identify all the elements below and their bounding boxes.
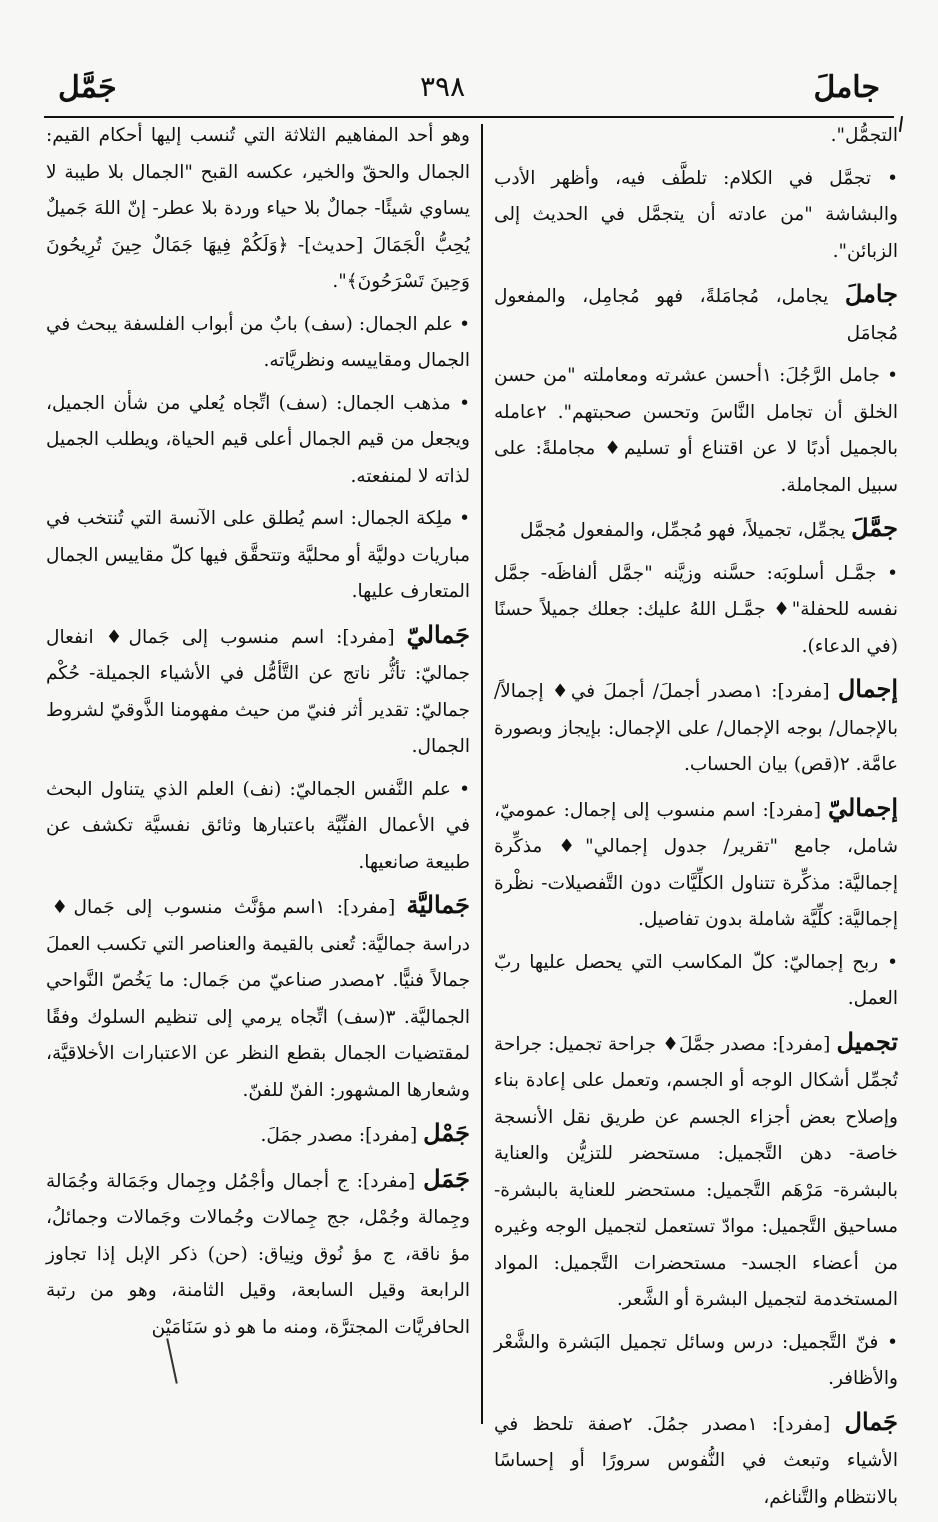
entry-text: • ربح إجماليّ: كلّ المكاسب التي يحصل عليها ربّ العمل. <box>494 951 898 1009</box>
entry-paragraph <box>494 1404 898 1517</box>
headword: جَمْل <box>423 1118 470 1147</box>
entry-text: وهو أحد المفاهيم الثلاثة التي تُنسب إليها أحكام القيم: الجمال والحقّ والخير، عكسه القبح "الجمال بلا طيبة لا يساوي شيئًا- جمالٌ بلا حياء وردة بلا عطر- إنّ اللهَ جَميلٌ يُحِبُّ الْجَمَالَ [حديث]- ﴿وَلَكُمْ فِيهَا جَمَالٌ حِينَ تُرِيحُونَ وَحِينَ تَسْرَحُونَ﴾". <box>46 125 470 292</box>
entry-text: يجامل، مُجامَلةً، فهو مُجامِل، والمفعول مُجامَل <box>494 286 898 344</box>
entry-text: • علم النَّفس الجماليّ: (نف) العلم الذي يتناول البحث في الأعمال الفنِّيَّة باعتبارها وثائق نفسيَّة تكشف عن طبيعة صانعيها. <box>46 778 470 873</box>
entry-paragraph <box>46 118 470 301</box>
entry-text: • جامل الرَّجُلَ: ١أحسن عشرته ومعاملته "من حسن الخلق أن تجامل النَّاسَ وتحسن صحبتهم". ٢عامله بالجميل أدبًا لا عن اقتناع أو تسليم♦ مجاملةً: على سبيل المجاملة. <box>494 365 898 496</box>
entry-text: • ملِكة الجمال: اسم يُطلق على الآنسة التي تُنتخب في مباريات دوليَّة أو محليَّة وتتحقَّق فيها كلّ مقاييس الجمال المتعارف عليها. <box>46 508 470 602</box>
entry-text: [مفرد]: مصدر جمَلَ. <box>260 1125 424 1146</box>
entry-paragraph <box>46 501 470 611</box>
entry-paragraph <box>46 1115 470 1155</box>
headword: إجمال <box>837 674 898 703</box>
entry-paragraph <box>494 161 898 271</box>
entry-paragraph <box>494 1325 898 1398</box>
running-head-right: جاملَ <box>813 70 880 105</box>
headword: جاملَ <box>844 279 898 308</box>
entry-paragraph <box>46 1161 470 1347</box>
headword: جَمال <box>844 1406 898 1436</box>
entry-text: • مذهب الجمال: (سف) اتِّجاه يُعلي من شأن الجميل، ويجعل من قيم الجمال أعلى قيم الحياة، ويطلب الجميل لذاته لا لمنفعته. <box>46 392 470 487</box>
headword: جَماليّ <box>406 619 470 649</box>
entry-text: [مفرد]: ١اسم مؤنَّث منسوب إلى جَمال♦ دراسة جماليَّة: تُعنى بالقيمة والعناصر التي تكسب العملَ جمالاً فنيًّا. ٢مصدر صناعيّ من جَمال: ما يَخُصّ النَّواحي الجماليَّة. ٣(سف) اتِّجاه يرمي إلى تنظيم السلوك وفقًا لمقتضيات الجمال بقطع النظر عن الاعتبارات الأخلاقيَّة، وشعارها المشهور: الفنّ للفنّ. <box>46 897 471 1101</box>
entry-text: • جمَّـل أسلوبَه: حسَّنه وزيَّنه "جمَّل ألفاظَه- جمَّل نفسه للحفلة"♦ جمَّـل اللهُ عليك: جعلك جميلاً حسنًا (في الدعاء). <box>494 562 898 657</box>
headword: جمَّلَ <box>851 513 898 542</box>
entry-paragraph <box>46 772 470 882</box>
entry-text: [مفرد]: ١مصدر أجملَ/ أجملَ في♦ إجمالاً/ بالإجمال/ بوجه الإجمال/ على الإجمال: بإيجاز وبصورة عامَّة. ٢(قص) بيان الحساب. <box>494 681 898 775</box>
page-number: ٣٩٨ <box>420 70 466 103</box>
entry-paragraph <box>46 386 470 496</box>
entry-paragraph <box>494 556 898 666</box>
entry-paragraph <box>46 887 470 1109</box>
entry-paragraph <box>494 1024 898 1319</box>
entry-paragraph <box>494 276 898 352</box>
entry-paragraph <box>46 617 470 766</box>
entry-paragraph <box>494 358 898 504</box>
entry-paragraph <box>494 510 898 550</box>
entry-paragraph <box>494 118 898 155</box>
running-head-left: جَمَّل <box>58 70 117 105</box>
entry-paragraph <box>46 307 470 380</box>
entry-text: يجمِّل، تجميلاً، فهو مُجمِّل، والمفعول مُجمَّل <box>519 520 852 541</box>
entry-text: • علم الجمال: (سف) بابٌ من أبواب الفلسفة يبحث في الجمال ومقاييسه ونظريَّاته. <box>46 313 470 371</box>
entry-text: [مفرد]: ج أجمال وأجْمُل وجِمال وجَمَالة وجُمَالة وجِمالة وجُمْل، جج جِمالات وجُمالات وجَمالات وجمائلُ، مؤ ناقة، ج مؤ نُوق ونِياق: (حن) ذكر الإبل إذا تجاوز الرابعة وقيل السابعة، وقيل الثامنة، وهو من رتبة الحافريَّات المجترَّة، ومنه ما هو ذو سَنَامَيْن <box>46 1170 470 1338</box>
entry-text: التجمُّل". <box>830 125 898 146</box>
entry-paragraph <box>494 790 898 939</box>
headword: جَمَل <box>423 1163 470 1193</box>
entry-text: • فنّ التَّجميل: درس وسائل تجميل البَشرة والشَّعْر والأظافر. <box>494 1331 898 1389</box>
entry-paragraph <box>494 945 898 1018</box>
entry-text: [مفرد]: مصدر جمَّلَ♦ جراحة تجميل: جراحة تُجمِّل أشكال الوجه أو الجسم، وتعمل على إعادة بناء وإصلاح بعض أجزاء الجسم عن طريق نقل الأنسجة خاصة- دهن التَّجميل: مستحضر للتزيُّن والعناية بالبشرة- مَرْهَم التَّجميل: مستحضر للعناية بالبشرة- مساحيق التَّجميل: موادّ تستعمل لتجميل الوجه وغيره من أعضاء الجسد- مستحضرات التَّجميل: المواد المستخدمة لتجميل البشرة أو الشَّعر. <box>494 1033 898 1310</box>
right-column <box>494 118 898 1522</box>
entry-paragraph <box>494 671 898 784</box>
margin-mark <box>899 116 903 132</box>
entry-text: [مفرد]: اسم منسوب إلى إجمال: عموميّ، شامل، جامع "تقرير/ جدول إجمالي"♦ مذكِّرة إجماليَّة: مذكِّرة تتناول الكلِّيَّات دون التَّفصيلات- نظْرة إجماليَّة: كلِّيَّة شاملة بدون تفاصيل. <box>494 799 898 930</box>
entry-text: [مفرد]: اسم منسوب إلى جَمال♦ انفعال جماليّ: تأثُّر ناتج عن التَّأمُّل في الأشياء الجميلة- حُكْم جماليّ: تقدير أثر فنيّ من حيث مفهومنا الذَّوقيّ لشروط الجمال. <box>46 626 470 757</box>
headword: إجماليّ <box>827 792 898 822</box>
entry-text: • تجمَّل في الكلام: تلطَّف فيه، وأظهر الأدب والبشاشة "من عادته أن يتجمَّل في الحديث إلى الزبائن". <box>494 167 898 262</box>
entry-text: [مفرد]: ١مصدر جمُلَ. ٢صفة تلحظ في الأشياء وتبعث في النُّفوس سرورًا أو إحساسًا بالانتظام والتَّناغم، <box>494 1413 898 1508</box>
left-column <box>46 118 470 1352</box>
headword: جَماليَّة <box>406 890 470 919</box>
column-divider <box>481 124 483 1424</box>
headword: تجميل <box>836 1026 898 1056</box>
